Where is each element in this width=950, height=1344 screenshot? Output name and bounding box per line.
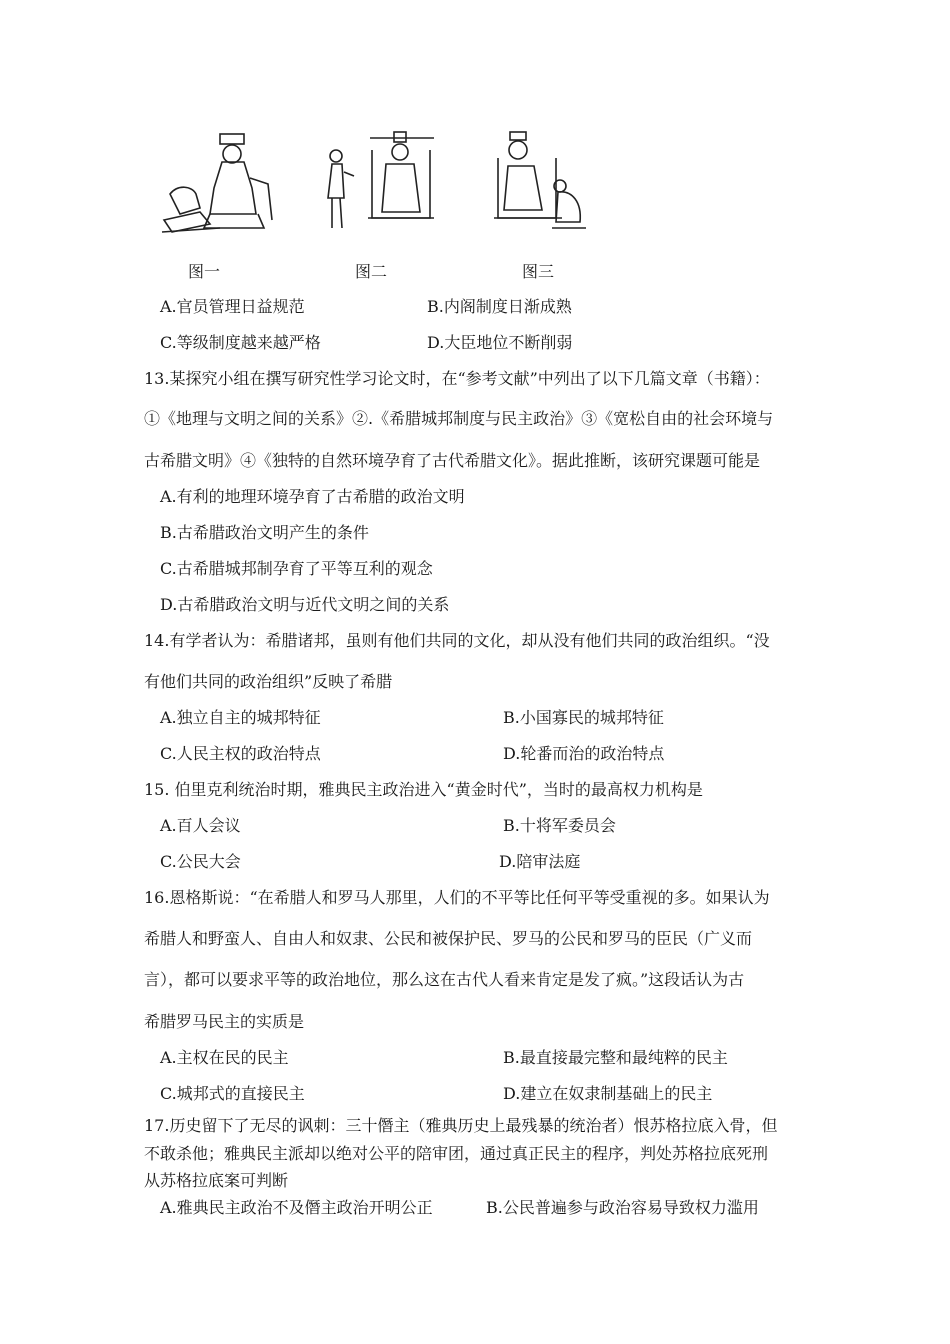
figure-3-caption: 图三 [522,262,555,281]
q15-option-b: B.十将军委员会 [503,816,616,835]
q13-option-d: D.古希腊政治文明与近代文明之间的关系 [160,595,450,614]
q13-stem-line2: ①《地理与文明之间的关系》②.《希腊城邦制度与民主政治》③《宽松自由的社会环境与 [144,409,774,428]
q16-stem-line3: 言），都可以要求平等的政治地位，那么这在古代人看来肯定是发了疯。”这段话认为古 [144,970,745,989]
q14-stem-line2: 有他们共同的政治组织”反映了希腊 [144,672,393,691]
q17-option-b: B.公民普遍参与政治容易导致权力滥用 [486,1198,759,1217]
q12-option-a: A.官员管理日益规范 [160,297,305,316]
q14-option-b: B.小国寡民的城邦特征 [503,708,664,727]
q16-option-a: A.主权在民的民主 [160,1048,289,1067]
q17-option-a: A.雅典民主政治不及僭主政治开明公正 [160,1198,433,1217]
q13-option-a: A.有利的地理环境孕育了古希腊的政治文明 [160,487,465,506]
figure-2-caption: 图二 [355,262,388,281]
q13-option-c: C.古希腊城邦制孕育了平等互利的观念 [160,559,433,578]
q14-option-d: D.轮番而治的政治特点 [503,744,665,763]
q15-stem-line1: 15. 伯里克利统治时期，雅典民主政治进入“黄金时代”，当时的最高权力机构是 [144,780,703,799]
q15-option-c: C.公民大会 [160,852,241,871]
q12-option-d: D.大臣地位不断削弱 [427,333,573,352]
q14-stem-line1: 14.有学者认为：希腊诸邦，虽则有他们共同的文化，却从没有他们共同的政治组织。“没 [144,631,770,650]
q16-option-d: D.建立在奴隶制基础上的民主 [503,1084,713,1103]
q16-option-b: B.最直接最完整和最纯粹的民主 [503,1048,728,1067]
figure-3-image [486,128,596,240]
q16-stem-line1: 16.恩格斯说：“在希腊人和罗马人那里，人们的不平等比任何平等受重视的多。如果认为 [144,888,770,907]
q16-stem-line2: 希腊人和野蛮人、自由人和奴隶、公民和被保护民、罗马的公民和罗马的臣民（广义而 [144,929,753,948]
q16-option-c: C.城邦式的直接民主 [160,1084,305,1103]
q17-stem-line3: 从苏格拉底案可判断 [144,1171,289,1190]
q17-stem-line1: 17.历史留下了无尽的讽刺：三十僭主（雅典历史上最残暴的统治者）恨苏格拉底入骨，但 [144,1116,778,1135]
q16-stem-line4: 希腊罗马民主的实质是 [144,1012,305,1031]
q12-option-b: B.内阁制度日渐成熟 [427,297,572,316]
figure-1-image [160,128,280,240]
q15-option-a: A.百人会议 [160,816,241,835]
q14-option-a: A.独立自主的城邦特征 [160,708,321,727]
q13-stem-line3: 古希腊文明》④《独特的自然环境孕育了古代希腊文化》。据此推断，该研究课题可能是 [144,451,761,470]
figure-1-caption: 图一 [188,262,221,281]
q17-stem-line2: 不敢杀他；雅典民主派却以绝对公平的陪审团，通过真正民主的程序，判处苏格拉底死刑 [144,1144,769,1163]
q13-stem-line1: 13.某探究小组在撰写研究性学习论文时，在“参考文献”中列出了以下几篇文章（书籍）： [144,369,770,388]
q15-option-d: D.陪审法庭 [499,852,581,871]
q14-option-c: C.人民主权的政治特点 [160,744,321,763]
q12-option-c: C.等级制度越来越严格 [160,333,321,352]
q13-option-b: B.古希腊政治文明产生的条件 [160,523,369,542]
figure-2-image [322,128,442,240]
